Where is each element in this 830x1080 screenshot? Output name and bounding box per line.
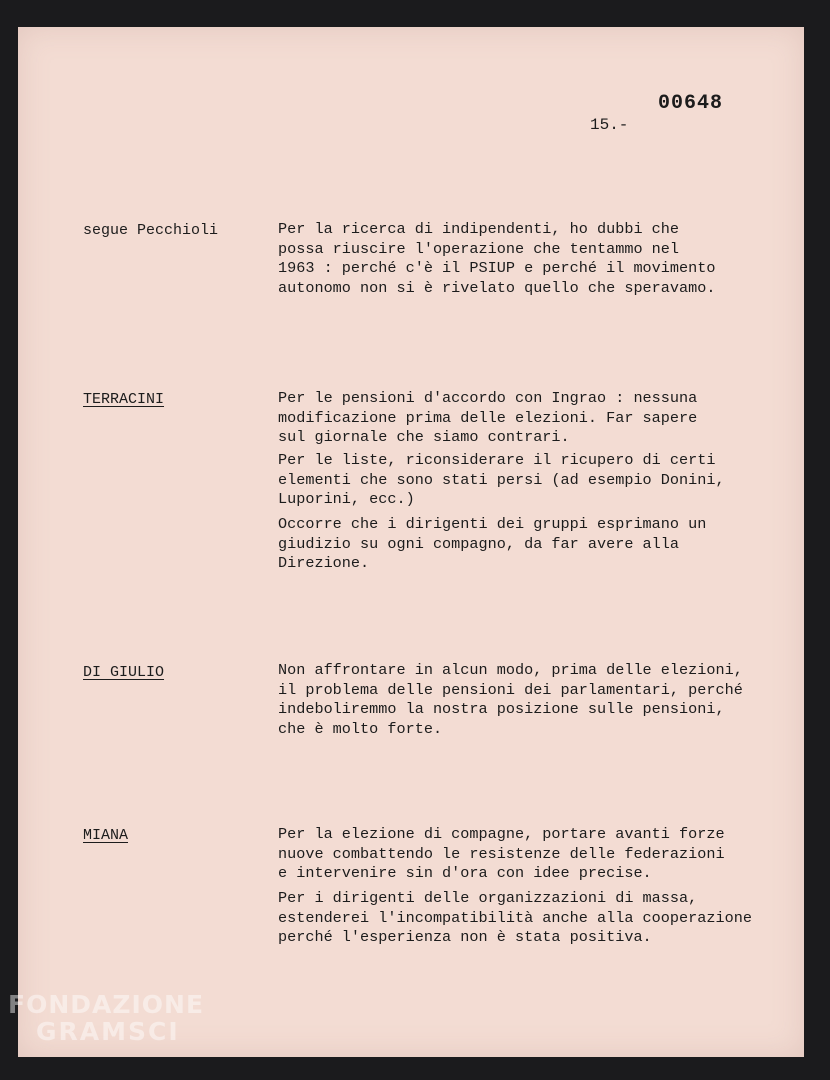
paragraph: Non affrontare in alcun modo, prima delle elezioni, il problema delle pensioni dei parlamentari, perché indeboliremmo la nostra posizione sulle pensioni, che è molto forte. bbox=[278, 661, 743, 738]
speaker-label: segue Pecchioli bbox=[83, 222, 219, 239]
speaker-label: TERRACINI bbox=[83, 391, 165, 408]
page-number: 15.- bbox=[590, 116, 629, 134]
watermark-line2: GRAMSCI bbox=[36, 1017, 180, 1046]
watermark-line1: FONDAZIONE bbox=[8, 990, 205, 1019]
watermark-logo bbox=[8, 990, 204, 1046]
document-number: 00648 bbox=[658, 92, 724, 115]
speaker-label: MIANA bbox=[83, 827, 129, 844]
paragraph: Occorre che i dirigenti dei gruppi esprimano un giudizio su ogni compagno, da far avere alla Direzione. bbox=[278, 515, 707, 573]
paragraph: Per i dirigenti delle organizzazioni di massa, estenderei l'incompatibilità anche alla cooperazione perché l'esperienza non è stata positiva. bbox=[278, 889, 752, 947]
paragraph: Per la ricerca di indipendenti, ho dubbi che possa riuscire l'operazione che tentammo nel 1963 : perché c'è il PSIUP e perché il movimento autonomo non si è rivelato quello che speravamo. bbox=[278, 220, 716, 297]
paragraph: Per le pensioni d'accordo con Ingrao : nessuna modificazione prima delle elezioni. Far sapere sul giornale che siamo contrari. bbox=[278, 389, 698, 447]
speaker-label: DI GIULIO bbox=[83, 664, 165, 681]
paragraph: Per la elezione di compagne, portare avanti forze nuove combattendo le resistenze delle federazioni e intervenire sin d'ora con idee precise. bbox=[278, 825, 725, 883]
paragraph: Per le liste, riconsiderare il ricupero di certi elementi che sono stati persi (ad esempio Donini, Luporini, ecc.) bbox=[278, 451, 725, 509]
